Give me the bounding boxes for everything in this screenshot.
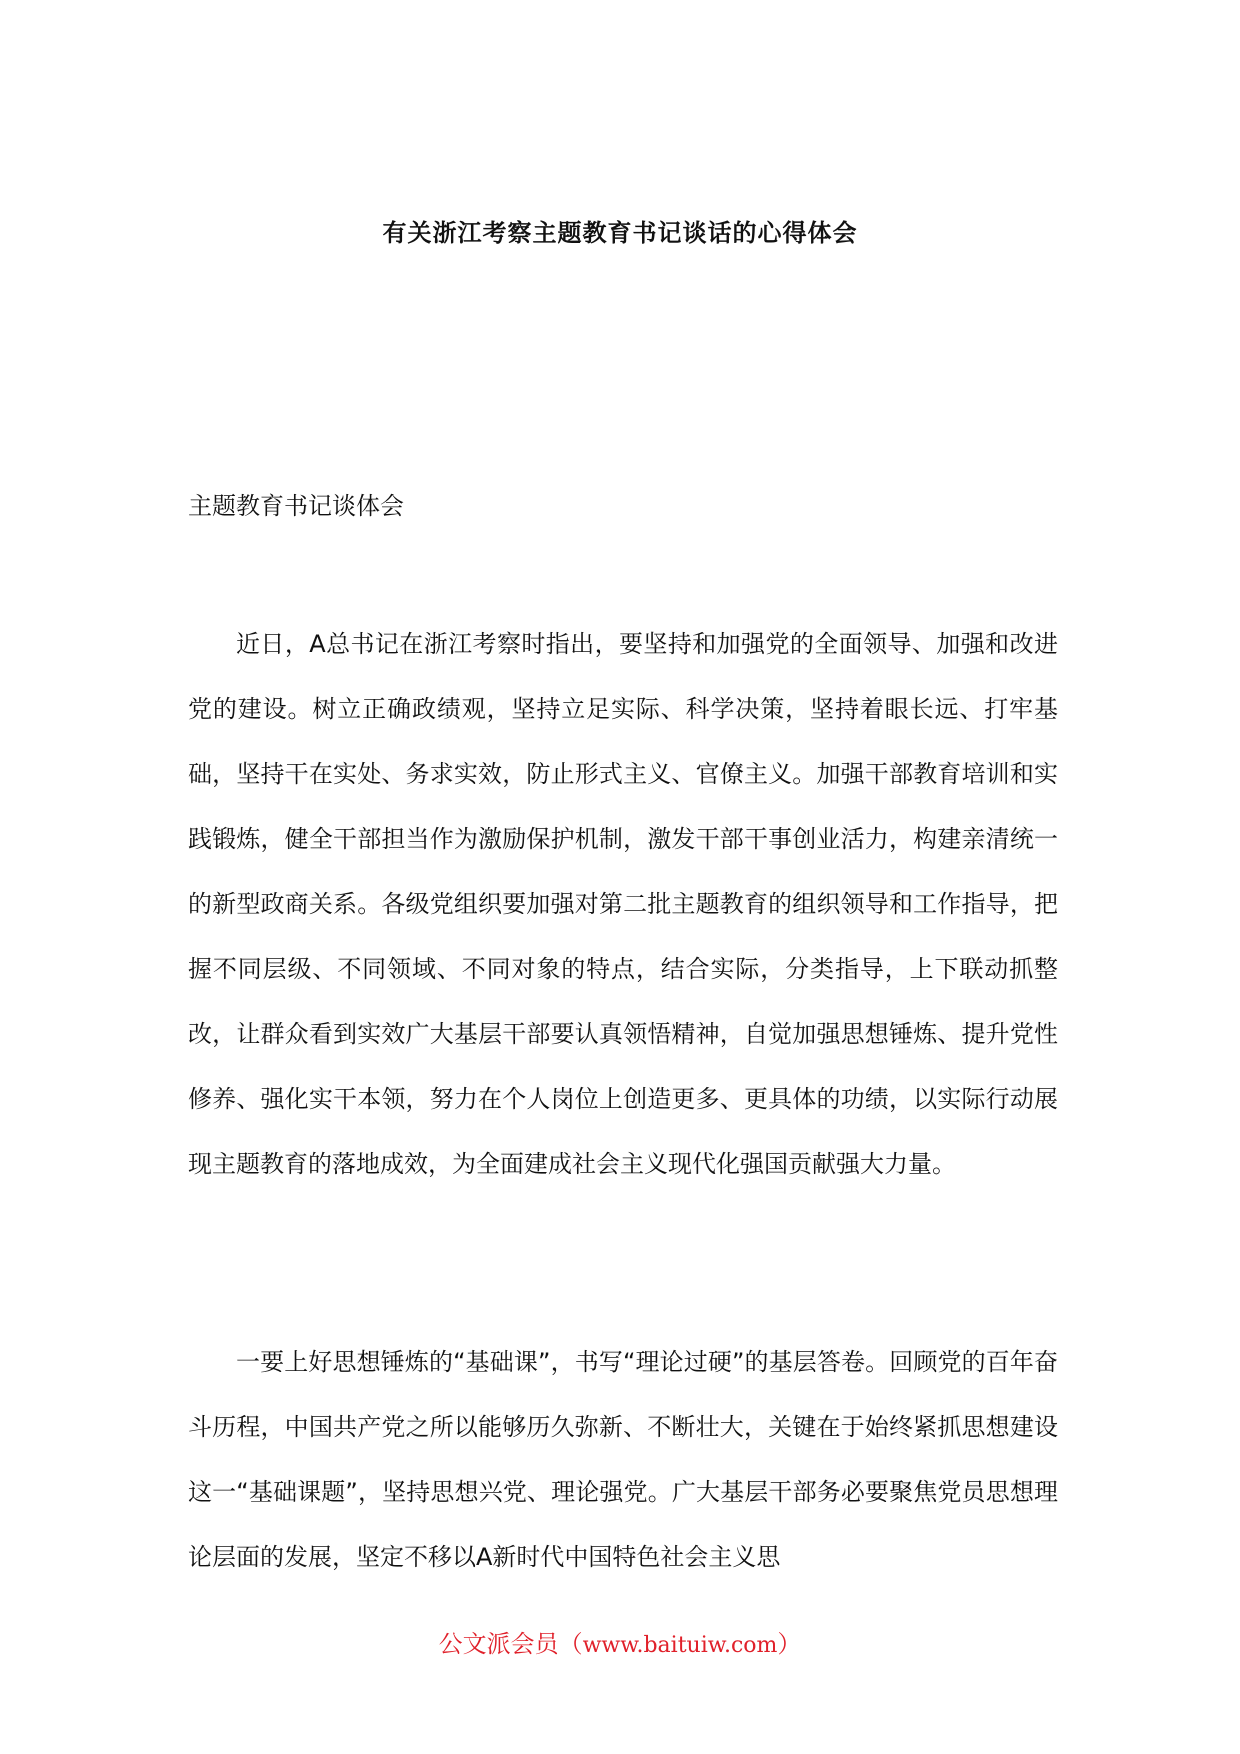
footer-url-link[interactable]: www.baituiw.com bbox=[582, 1633, 778, 1658]
document-subtitle: 主题教育书记谈体会 bbox=[188, 492, 404, 520]
body-paragraph-1: 近日，A总书记在浙江考察时指出，要坚持和加强党的全面领导、加强和改进党的建设。树立正确政绩观，坚持立足实际、科学决策，坚持着眼长远、打牢基础，坚持干在实处、务求实效，防止形式主义、官僚主义。加强干部教育培训和实践锻炼，健全干部担当作为激励保护机制，激发干部干事创业活力，构建亲清统一的新型政商关系。各级党组织要加强对第二批主题教育的组织领导和工作指导，把握不同层级、不同领域、不同对象的特点，结合实际，分类指导，上下联动抓整改，让群众看到实效广大基层干部要认真领悟精神，自觉加强思想锤炼、提升党性修养、强化实干本领，努力在个人岗位上创造更多、更具体的功绩，以实际行动展现主题教育的落地成效，为全面建成社会主义现代化强国贡献强大力量。 bbox=[188, 630, 1058, 1178]
footer-close: ） bbox=[777, 1630, 802, 1658]
footer-label: 公文派会员（ bbox=[438, 1630, 583, 1658]
footer-watermark bbox=[0, 1624, 1240, 1659]
body-paragraph-2: 一要上好思想锤炼的“基础课”，书写“理论过硬”的基层答卷。回顾党的百年奋斗历程，中国共产党之所以能够历久弥新、不断壮大，关键在于始终紧抓思想建设这一“基础课题”，坚持思想兴党、理论强党。广大基层干部务必要聚焦党员思想理论层面的发展，坚定不移以A新时代中国特色社会主义思 bbox=[188, 1348, 1058, 1571]
document-title: 有关浙江考察主题教育书记谈话的心得体会 bbox=[382, 219, 858, 247]
